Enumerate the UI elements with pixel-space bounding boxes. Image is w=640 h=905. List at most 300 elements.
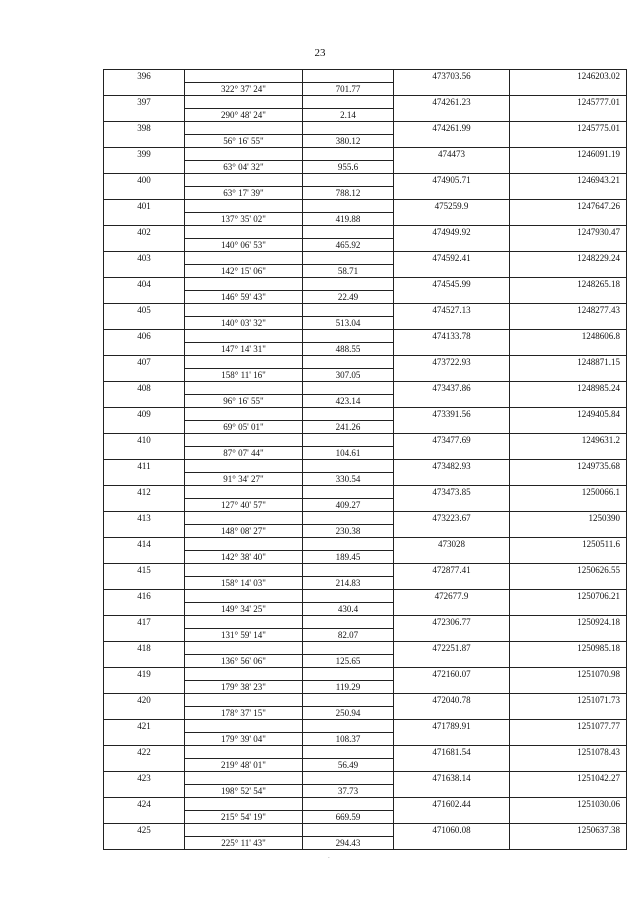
- y-coordinate: 1251070.98: [510, 668, 627, 681]
- y-coordinate: 1245775.01: [510, 122, 627, 135]
- empty-cell: [185, 824, 303, 837]
- empty-cell: [394, 733, 510, 746]
- y-coordinate: 1250626.55: [510, 564, 627, 577]
- point-row: [104, 278, 627, 291]
- segment-row: [104, 291, 627, 304]
- y-coordinate: 1248265.18: [510, 278, 627, 291]
- empty-cell: [394, 343, 510, 356]
- point-row: [104, 720, 627, 733]
- bearing-angle: 146° 59' 43": [185, 291, 303, 304]
- bearing-angle: 322° 37' 24": [185, 83, 303, 96]
- y-coordinate: 1248985.24: [510, 382, 627, 395]
- empty-cell: [104, 109, 185, 122]
- empty-cell: [104, 187, 185, 200]
- empty-cell: [303, 720, 394, 733]
- empty-cell: [185, 512, 303, 525]
- empty-cell: [303, 564, 394, 577]
- empty-cell: [104, 681, 185, 694]
- empty-cell: [303, 70, 394, 83]
- empty-cell: [104, 551, 185, 564]
- empty-cell: [394, 785, 510, 798]
- point-number: 398: [104, 122, 185, 135]
- y-coordinate: 1250637.38: [510, 824, 627, 837]
- empty-cell: [394, 135, 510, 148]
- segment-row: [104, 161, 627, 174]
- empty-cell: [394, 629, 510, 642]
- empty-cell: [510, 161, 627, 174]
- point-number: 417: [104, 616, 185, 629]
- point-row: [104, 304, 627, 317]
- empty-cell: [394, 681, 510, 694]
- empty-cell: [510, 395, 627, 408]
- bearing-angle: 87° 07' 44": [185, 447, 303, 460]
- bearing-angle: 140° 03' 32": [185, 317, 303, 330]
- bearing-angle: 147° 14' 31": [185, 343, 303, 356]
- point-number: 419: [104, 668, 185, 681]
- bearing-angle: 63° 04' 32": [185, 161, 303, 174]
- empty-cell: [510, 551, 627, 564]
- empty-cell: [394, 161, 510, 174]
- y-coordinate: 1250706.21: [510, 590, 627, 603]
- empty-cell: [510, 499, 627, 512]
- segment-distance: 419.88: [303, 213, 394, 226]
- empty-cell: [104, 369, 185, 382]
- point-number: 415: [104, 564, 185, 577]
- empty-cell: [185, 772, 303, 785]
- segment-distance: 241.26: [303, 421, 394, 434]
- empty-cell: [104, 83, 185, 96]
- empty-cell: [394, 265, 510, 278]
- point-number: 412: [104, 486, 185, 499]
- point-row: [104, 434, 627, 447]
- empty-cell: [394, 317, 510, 330]
- empty-cell: [104, 421, 185, 434]
- empty-cell: [510, 837, 627, 850]
- point-number: 411: [104, 460, 185, 473]
- x-coordinate: 474473: [394, 148, 510, 161]
- empty-cell: [394, 551, 510, 564]
- bearing-angle: 198° 52' 54": [185, 785, 303, 798]
- point-number: 402: [104, 226, 185, 239]
- empty-cell: [303, 668, 394, 681]
- empty-cell: [185, 590, 303, 603]
- y-coordinate: 1250066.1: [510, 486, 627, 499]
- empty-cell: [510, 317, 627, 330]
- segment-distance: 108.37: [303, 733, 394, 746]
- segment-row: [104, 525, 627, 538]
- empty-cell: [185, 434, 303, 447]
- empty-cell: [303, 304, 394, 317]
- point-number: 396: [104, 70, 185, 83]
- point-row: [104, 408, 627, 421]
- point-number: 397: [104, 96, 185, 109]
- empty-cell: [394, 837, 510, 850]
- x-coordinate: 474949.92: [394, 226, 510, 239]
- empty-cell: [185, 616, 303, 629]
- segment-row: [104, 707, 627, 720]
- bearing-angle: 63° 17' 39": [185, 187, 303, 200]
- empty-cell: [394, 447, 510, 460]
- empty-cell: [185, 564, 303, 577]
- bearing-angle: 127° 40' 57": [185, 499, 303, 512]
- point-number: 406: [104, 330, 185, 343]
- point-number: 409: [104, 408, 185, 421]
- point-number: 425: [104, 824, 185, 837]
- empty-cell: [303, 694, 394, 707]
- empty-cell: [303, 798, 394, 811]
- empty-cell: [185, 226, 303, 239]
- point-row: [104, 590, 627, 603]
- bearing-angle: 178° 37' 15": [185, 707, 303, 720]
- bearing-angle: 140° 06' 53": [185, 239, 303, 252]
- x-coordinate: 473028: [394, 538, 510, 551]
- empty-cell: [185, 122, 303, 135]
- y-coordinate: 1251042.27: [510, 772, 627, 785]
- empty-cell: [185, 798, 303, 811]
- empty-cell: [104, 785, 185, 798]
- bearing-angle: 219° 48' 01": [185, 759, 303, 772]
- empty-cell: [303, 226, 394, 239]
- empty-cell: [394, 707, 510, 720]
- segment-row: [104, 577, 627, 590]
- empty-cell: [104, 239, 185, 252]
- empty-cell: [104, 265, 185, 278]
- segment-distance: 58.71: [303, 265, 394, 278]
- segment-row: [104, 317, 627, 330]
- x-coordinate: 471638.14: [394, 772, 510, 785]
- empty-cell: [104, 655, 185, 668]
- empty-cell: [185, 642, 303, 655]
- empty-cell: [104, 135, 185, 148]
- empty-cell: [185, 278, 303, 291]
- empty-cell: [104, 447, 185, 460]
- x-coordinate: 472877.41: [394, 564, 510, 577]
- empty-cell: [303, 460, 394, 473]
- x-coordinate: 474592.41: [394, 252, 510, 265]
- x-coordinate: 471681.54: [394, 746, 510, 759]
- empty-cell: [394, 577, 510, 590]
- segment-row: [104, 447, 627, 460]
- segment-distance: 788.12: [303, 187, 394, 200]
- empty-cell: [104, 811, 185, 824]
- x-coordinate: 475259.9: [394, 200, 510, 213]
- y-coordinate: 1246943.21: [510, 174, 627, 187]
- point-row: [104, 96, 627, 109]
- point-number: 418: [104, 642, 185, 655]
- empty-cell: [510, 629, 627, 642]
- empty-cell: [303, 746, 394, 759]
- segment-row: [104, 603, 627, 616]
- x-coordinate: 472040.78: [394, 694, 510, 707]
- empty-cell: [303, 382, 394, 395]
- empty-cell: [303, 148, 394, 161]
- bearing-angle: 96° 16' 55": [185, 395, 303, 408]
- empty-cell: [104, 161, 185, 174]
- empty-cell: [303, 486, 394, 499]
- segment-row: [104, 265, 627, 278]
- empty-cell: [104, 499, 185, 512]
- empty-cell: [394, 603, 510, 616]
- bearing-angle: 56° 16' 55": [185, 135, 303, 148]
- page-number: 23: [314, 47, 326, 59]
- empty-cell: [510, 759, 627, 772]
- empty-cell: [394, 291, 510, 304]
- segment-row: [104, 655, 627, 668]
- empty-cell: [303, 252, 394, 265]
- segment-distance: 488.55: [303, 343, 394, 356]
- empty-cell: [185, 70, 303, 83]
- segment-distance: 465.92: [303, 239, 394, 252]
- empty-cell: [303, 512, 394, 525]
- empty-cell: [185, 304, 303, 317]
- point-row: [104, 694, 627, 707]
- x-coordinate: 473223.67: [394, 512, 510, 525]
- point-number: 408: [104, 382, 185, 395]
- point-number: 421: [104, 720, 185, 733]
- empty-cell: [394, 421, 510, 434]
- empty-cell: [510, 447, 627, 460]
- segment-distance: 330.54: [303, 473, 394, 486]
- point-row: [104, 772, 627, 785]
- empty-cell: [510, 525, 627, 538]
- empty-cell: [303, 824, 394, 837]
- point-number: 400: [104, 174, 185, 187]
- point-row: [104, 616, 627, 629]
- empty-cell: [394, 395, 510, 408]
- y-coordinate: 1250924.18: [510, 616, 627, 629]
- y-coordinate: 1247930.47: [510, 226, 627, 239]
- empty-cell: [303, 174, 394, 187]
- point-row: [104, 252, 627, 265]
- empty-cell: [394, 811, 510, 824]
- segment-distance: 430.4: [303, 603, 394, 616]
- point-row: [104, 668, 627, 681]
- empty-cell: [185, 746, 303, 759]
- empty-cell: [303, 642, 394, 655]
- point-row: [104, 200, 627, 213]
- empty-cell: [394, 83, 510, 96]
- empty-cell: [394, 109, 510, 122]
- segment-row: [104, 343, 627, 356]
- empty-cell: [104, 837, 185, 850]
- empty-cell: [185, 694, 303, 707]
- empty-cell: [394, 473, 510, 486]
- x-coordinate: 473477.69: [394, 434, 510, 447]
- bearing-angle: 179° 39' 04": [185, 733, 303, 746]
- empty-cell: [185, 460, 303, 473]
- segment-row: [104, 785, 627, 798]
- bearing-angle: 149° 34' 25": [185, 603, 303, 616]
- point-number: 414: [104, 538, 185, 551]
- segment-distance: 513.04: [303, 317, 394, 330]
- y-coordinate: 1250985.18: [510, 642, 627, 655]
- empty-cell: [185, 148, 303, 161]
- x-coordinate: 473482.93: [394, 460, 510, 473]
- x-coordinate: 471789.91: [394, 720, 510, 733]
- empty-cell: [104, 473, 185, 486]
- bearing-angle: 136° 56' 06": [185, 655, 303, 668]
- empty-cell: [303, 772, 394, 785]
- bearing-angle: 131° 59' 14": [185, 629, 303, 642]
- point-row: [104, 460, 627, 473]
- segment-distance: 82.07: [303, 629, 394, 642]
- empty-cell: [510, 733, 627, 746]
- segment-row: [104, 759, 627, 772]
- x-coordinate: 472677.9: [394, 590, 510, 603]
- point-row: [104, 148, 627, 161]
- empty-cell: [394, 239, 510, 252]
- empty-cell: [185, 200, 303, 213]
- segment-distance: 37.73: [303, 785, 394, 798]
- x-coordinate: 472306.77: [394, 616, 510, 629]
- y-coordinate: 1248277.43: [510, 304, 627, 317]
- point-number: 416: [104, 590, 185, 603]
- empty-cell: [303, 356, 394, 369]
- segment-row: [104, 109, 627, 122]
- point-row: [104, 512, 627, 525]
- bearing-angle: 137° 35' 02": [185, 213, 303, 226]
- empty-cell: [303, 590, 394, 603]
- empty-cell: [104, 707, 185, 720]
- point-number: 405: [104, 304, 185, 317]
- segment-row: [104, 213, 627, 226]
- empty-cell: [510, 187, 627, 200]
- empty-cell: [510, 343, 627, 356]
- empty-cell: [394, 655, 510, 668]
- segment-row: [104, 369, 627, 382]
- empty-cell: [510, 655, 627, 668]
- x-coordinate: 473473.85: [394, 486, 510, 499]
- point-row: [104, 382, 627, 395]
- segment-distance: 250.94: [303, 707, 394, 720]
- empty-cell: [510, 473, 627, 486]
- point-row: [104, 356, 627, 369]
- empty-cell: [185, 96, 303, 109]
- bearing-angle: 142° 38' 40": [185, 551, 303, 564]
- x-coordinate: 473391.56: [394, 408, 510, 421]
- segment-distance: 104.61: [303, 447, 394, 460]
- empty-cell: [394, 499, 510, 512]
- empty-cell: [394, 187, 510, 200]
- bearing-angle: 142° 15' 06": [185, 265, 303, 278]
- point-row: [104, 564, 627, 577]
- point-row: [104, 642, 627, 655]
- empty-cell: [185, 538, 303, 551]
- empty-cell: [394, 369, 510, 382]
- segment-row: [104, 551, 627, 564]
- empty-cell: [510, 577, 627, 590]
- point-number: 407: [104, 356, 185, 369]
- y-coordinate: 1249631.2: [510, 434, 627, 447]
- bearing-angle: 179° 38' 23": [185, 681, 303, 694]
- bearing-angle: 225° 11' 43": [185, 837, 303, 850]
- empty-cell: [185, 252, 303, 265]
- x-coordinate: 473722.93: [394, 356, 510, 369]
- empty-cell: [510, 109, 627, 122]
- segment-row: [104, 135, 627, 148]
- segment-row: [104, 187, 627, 200]
- y-coordinate: 1248229.24: [510, 252, 627, 265]
- bearing-angle: 158° 14' 03": [185, 577, 303, 590]
- empty-cell: [104, 343, 185, 356]
- empty-cell: [185, 486, 303, 499]
- bearing-angle: 290° 48' 24": [185, 109, 303, 122]
- segment-row: [104, 395, 627, 408]
- point-number: 404: [104, 278, 185, 291]
- point-row: [104, 746, 627, 759]
- empty-cell: [104, 317, 185, 330]
- bearing-angle: 158° 11' 16": [185, 369, 303, 382]
- point-number: 422: [104, 746, 185, 759]
- y-coordinate: 1251071.73: [510, 694, 627, 707]
- point-row: [104, 824, 627, 837]
- bearing-angle: 91° 34' 27": [185, 473, 303, 486]
- point-row: [104, 486, 627, 499]
- empty-cell: [104, 733, 185, 746]
- empty-cell: [185, 408, 303, 421]
- bearing-angle: 215° 54' 19": [185, 811, 303, 824]
- x-coordinate: 473703.56: [394, 70, 510, 83]
- y-coordinate: 1245777.01: [510, 96, 627, 109]
- empty-cell: [104, 577, 185, 590]
- point-row: [104, 174, 627, 187]
- segment-distance: 701.77: [303, 83, 394, 96]
- empty-cell: [104, 291, 185, 304]
- segment-distance: 955.6: [303, 161, 394, 174]
- y-coordinate: 1248606.8: [510, 330, 627, 343]
- point-number: 399: [104, 148, 185, 161]
- segment-row: [104, 733, 627, 746]
- segment-row: [104, 681, 627, 694]
- y-coordinate: 1251077.77: [510, 720, 627, 733]
- empty-cell: [394, 213, 510, 226]
- x-coordinate: 474905.71: [394, 174, 510, 187]
- point-number: 423: [104, 772, 185, 785]
- x-coordinate: 471060.08: [394, 824, 510, 837]
- y-coordinate: 1249405.84: [510, 408, 627, 421]
- empty-cell: [185, 720, 303, 733]
- y-coordinate: 1247647.26: [510, 200, 627, 213]
- empty-cell: [510, 291, 627, 304]
- point-row: [104, 226, 627, 239]
- segment-distance: 294.43: [303, 837, 394, 850]
- empty-cell: [104, 395, 185, 408]
- bearing-angle: 148° 08' 27": [185, 525, 303, 538]
- empty-cell: [510, 135, 627, 148]
- point-number: 401: [104, 200, 185, 213]
- segment-row: [104, 473, 627, 486]
- empty-cell: [510, 265, 627, 278]
- segment-distance: 22.49: [303, 291, 394, 304]
- empty-cell: [510, 681, 627, 694]
- scan-mark: .: [328, 852, 330, 860]
- x-coordinate: 474261.23: [394, 96, 510, 109]
- segment-distance: 56.49: [303, 759, 394, 772]
- bearing-angle: 69° 05' 01": [185, 421, 303, 434]
- x-coordinate: 472251.87: [394, 642, 510, 655]
- segment-row: [104, 83, 627, 96]
- segment-distance: 423.14: [303, 395, 394, 408]
- empty-cell: [303, 122, 394, 135]
- segment-distance: 125.65: [303, 655, 394, 668]
- segment-distance: 307.05: [303, 369, 394, 382]
- point-number: 403: [104, 252, 185, 265]
- segment-row: [104, 629, 627, 642]
- segment-row: [104, 499, 627, 512]
- empty-cell: [303, 330, 394, 343]
- y-coordinate: 1249735.68: [510, 460, 627, 473]
- segment-distance: 409.27: [303, 499, 394, 512]
